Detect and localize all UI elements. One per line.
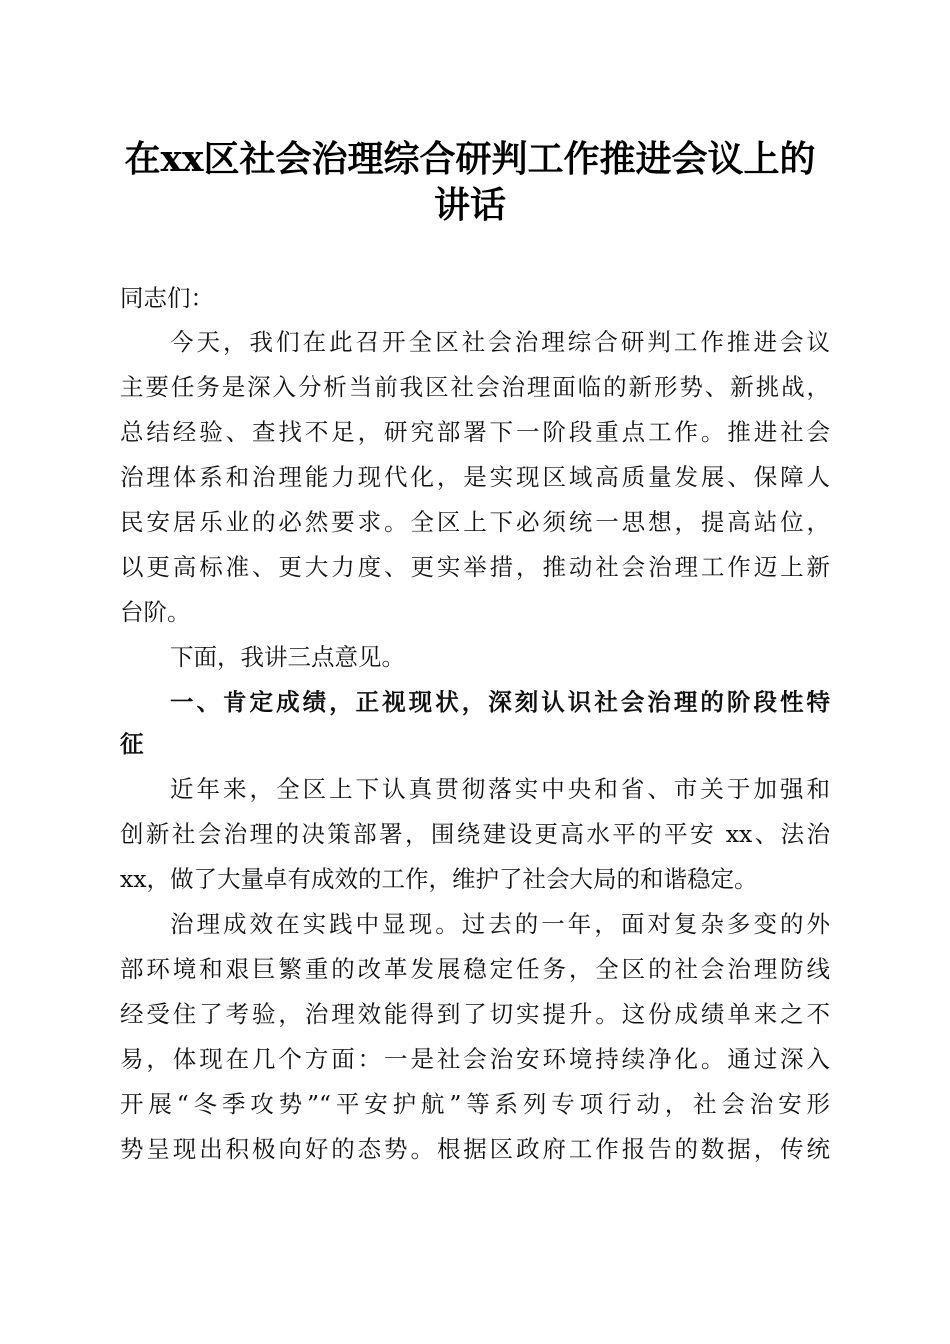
document-title-line-2: 讲话 [433,184,506,226]
salutation: 同志们： [120,284,214,312]
paragraph-line: 治理成效在实践中显现。过去的一年，面对复杂多变的外 [170,910,830,938]
paragraph-line: 主要任务是深入分析当前我区社会治理面临的新形势、新挑战， [120,373,830,401]
paragraph-line: 经受住了考验，治理效能得到了切实提升。这份成绩单来之不 [120,1000,830,1028]
paragraph-line: 近年来，全区上下认真贯彻落实中央和省、市关于加强和 [170,775,830,803]
section-heading-line: 征 [120,730,144,758]
paragraph-line: 台阶。 [120,598,191,626]
paragraph-line: 总结经验、查找不足，研究部署下一阶段重点工作。推进社会 [120,418,830,446]
paragraph-line: 以更高标准、更大力度、更实举措，推动社会治理工作迈上新 [120,553,830,581]
paragraph-line: 今天，我们在此召开全区社会治理综合研判工作推进会议 [170,328,830,356]
paragraph-line: xx，做了大量卓有成效的工作，维护了社会大局的和谐稳定。 [120,865,758,893]
paragraph-line: 下面，我讲三点意见。 [170,643,405,671]
paragraph-line: 势呈现出积极向好的态势。根据区政府工作报告的数据，传统 [120,1135,830,1163]
paragraph-line: 民安居乐业的必然要求。全区上下必须统一思想，提高站位， [120,508,830,536]
paragraph-line: 治理体系和治理能力现代化，是实现区域高质量发展、保障人 [120,463,830,491]
section-heading-line: 一、肯定成绩，正视现状，深刻认识社会治理的阶段性特 [170,688,830,716]
paragraph-line: 部环境和艰巨繁重的改革发展稳定任务，全区的社会治理防线 [120,955,830,983]
paragraph-line: 易，体现在几个方面：一是社会治安环境持续净化。通过深入 [120,1045,830,1073]
document-title-line-1: 在xx区社会治理综合研判工作推进会议上的 [124,138,816,180]
paragraph-line: 创新社会治理的决策部署，围绕建设更高水平的平安 xx、法治 [120,820,830,848]
paragraph-line: 开展“冬季攻势”“平安护航”等系列专项行动，社会治安形 [120,1090,830,1118]
